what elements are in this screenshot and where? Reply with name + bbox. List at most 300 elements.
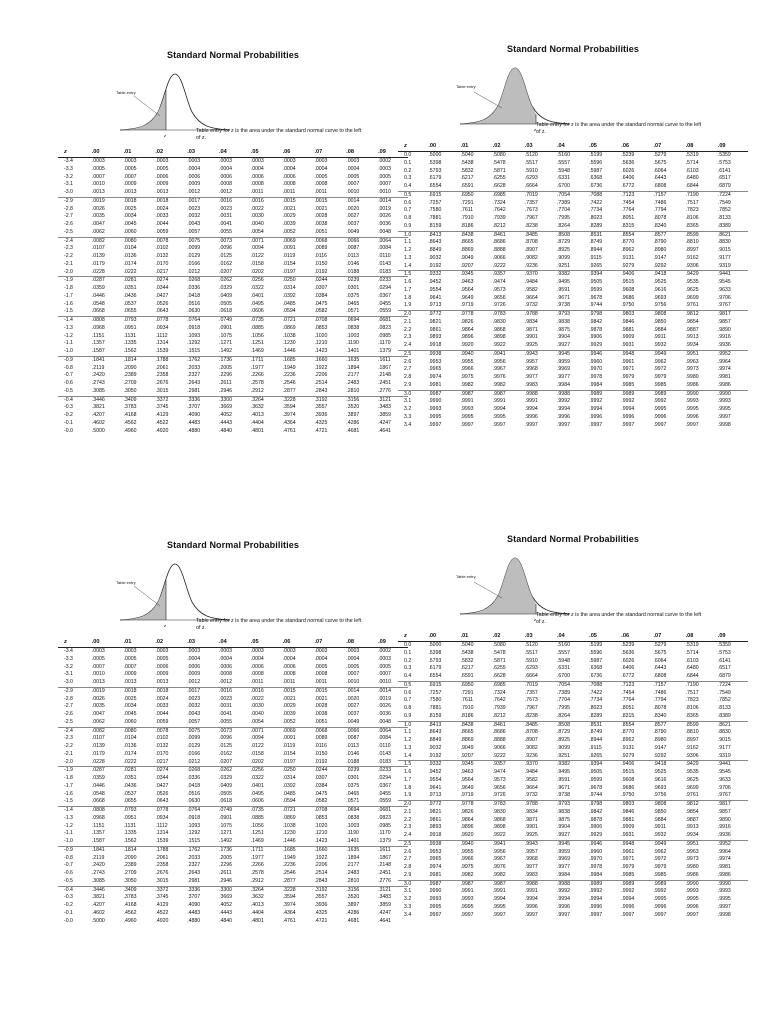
probability-cell: .0485 <box>282 790 296 797</box>
probability-cell: .9997 <box>717 413 731 420</box>
probability-cell: .4129 <box>155 902 169 908</box>
probability-cell: .6879 <box>717 673 731 679</box>
probability-cell: .9997 <box>460 421 474 428</box>
probability-cell: .0202 <box>250 758 264 765</box>
z-value-cell: -2.7 <box>64 703 73 710</box>
probability-cell: .2514 <box>314 380 328 386</box>
probability-cell: .9998 <box>717 911 731 918</box>
probability-cell: .0129 <box>187 743 201 749</box>
probability-cell: .0003 <box>219 648 232 654</box>
table-row <box>398 263 748 271</box>
probability-cell: .9997 <box>428 421 442 428</box>
probability-cell: .9515 <box>621 769 635 775</box>
probability-cell: .4721 <box>314 427 328 434</box>
probability-cell: .9977 <box>556 374 570 380</box>
panel-title: Standard Normal Probabilities <box>507 534 639 544</box>
probability-cell: .6293 <box>524 665 538 672</box>
probability-cell: .7673 <box>524 207 538 214</box>
panel-top-right <box>398 44 748 484</box>
z-value-cell: 1.1 <box>404 239 412 246</box>
table-row <box>58 918 408 926</box>
probability-cell: .7357 <box>524 689 538 696</box>
probability-cell: .0043 <box>187 221 201 227</box>
table-row <box>58 285 408 293</box>
table-caption: Table entry for z is the area under the standard normal curve to the left of z. <box>196 128 362 141</box>
probability-cell: .4013 <box>250 412 264 418</box>
probability-cell: .6443 <box>653 665 667 672</box>
probability-cell: .9893 <box>428 824 442 831</box>
probability-cell: .8830 <box>717 729 731 736</box>
probability-cell: .0985 <box>378 332 392 339</box>
table-row <box>58 356 408 364</box>
panel-top-left <box>58 50 408 490</box>
probability-cell: .6103 <box>685 167 699 174</box>
probability-cell: .9881 <box>621 816 635 823</box>
probability-cell: .0006 <box>250 663 264 670</box>
probability-cell: .9986 <box>685 871 699 878</box>
table-row <box>398 832 748 840</box>
probability-cell: .0170 <box>155 750 169 757</box>
probability-cell: .7486 <box>653 199 667 206</box>
probability-cell: .9656 <box>492 294 506 301</box>
probability-cell: .8830 <box>717 239 731 246</box>
probability-cell: .8907 <box>524 247 538 253</box>
probability-cell: .9960 <box>589 848 603 855</box>
probability-cell: .9957 <box>524 358 538 365</box>
z-value-cell: 0.8 <box>404 705 412 711</box>
probability-cell: .9997 <box>653 911 667 918</box>
probability-cell: .1251 <box>250 830 264 837</box>
probability-cell: .0020 <box>346 695 360 702</box>
probability-cell: .0011 <box>282 679 296 685</box>
table-row <box>58 253 408 261</box>
probability-cell: .9761 <box>685 792 699 799</box>
probability-cell: .3264 <box>249 396 281 404</box>
probability-cell: .1379 <box>378 838 392 844</box>
probability-cell: .1492 <box>219 348 232 354</box>
probability-cell: .9993 <box>428 406 442 412</box>
probability-cell: .9995 <box>428 903 442 910</box>
z-table <box>398 142 748 429</box>
probability-cell: .9996 <box>653 413 667 420</box>
probability-cell: .1075 <box>219 822 232 829</box>
probability-cell: .9996 <box>556 903 570 910</box>
probability-cell: .6103 <box>685 657 699 664</box>
probability-cell: .6554 <box>428 673 442 679</box>
probability-cell: .9761 <box>685 302 699 309</box>
probability-cell: .6141 <box>717 167 731 174</box>
probability-cell: .9925 <box>524 832 538 838</box>
probability-cell: .9147 <box>653 254 667 261</box>
probability-cell: .0217 <box>155 268 169 275</box>
probability-cell: .8485 <box>523 231 555 239</box>
probability-cell: .9948 <box>619 840 651 848</box>
probability-cell: .9251 <box>556 262 570 269</box>
probability-cell: .0054 <box>250 718 264 725</box>
probability-cell: .0006 <box>282 663 296 670</box>
probability-cell: .0027 <box>346 213 360 220</box>
probability-cell: .1611 <box>376 846 408 854</box>
probability-cell: .5040 <box>460 642 474 648</box>
probability-cell: .9936 <box>717 832 731 838</box>
probability-cell: .9750 <box>621 302 635 309</box>
probability-cell: .0375 <box>346 292 360 299</box>
probability-cell: .8925 <box>556 737 570 743</box>
probability-cell: .0735 <box>249 807 281 815</box>
probability-cell: .0026 <box>91 205 105 212</box>
z-value-cell: 3.1 <box>404 888 412 895</box>
probability-cell: .9418 <box>651 271 683 279</box>
probability-cell: .9996 <box>556 413 570 420</box>
probability-cell: .0059 <box>155 718 169 725</box>
probability-cell: .0012 <box>187 189 201 195</box>
probability-cell: .8413 <box>426 721 458 729</box>
probability-cell: .5398 <box>428 159 442 166</box>
probability-cell: .9911 <box>653 824 667 831</box>
z-value-cell: -2.2 <box>64 253 73 259</box>
probability-cell: .0003 <box>123 648 137 654</box>
probability-cell: .3300 <box>217 886 249 894</box>
probability-cell: .9049 <box>460 744 474 751</box>
table-header-row <box>58 638 408 648</box>
z-value-cell: -2.0 <box>64 268 73 275</box>
probability-cell: .0006 <box>219 173 232 180</box>
z-value-cell: 1.3 <box>404 744 412 751</box>
probability-cell: .9834 <box>524 808 538 815</box>
probability-cell: .0015 <box>312 197 344 205</box>
probability-cell: .6331 <box>556 665 570 672</box>
table-row <box>58 333 408 341</box>
probability-cell: .9904 <box>556 334 570 341</box>
probability-cell: .5080 <box>492 152 506 158</box>
z-value-cell: -0.0 <box>64 427 73 434</box>
probability-cell: .3372 <box>153 886 185 894</box>
probability-cell: .2236 <box>282 862 296 869</box>
z-value-cell: 0.2 <box>404 167 412 174</box>
probability-cell: .2546 <box>282 870 296 876</box>
probability-cell: .0838 <box>346 324 360 331</box>
probability-cell: .0030 <box>250 703 264 710</box>
z-value-cell: -1.3 <box>64 324 73 331</box>
probability-cell: .9625 <box>685 286 699 293</box>
probability-cell: .7454 <box>621 689 635 696</box>
probability-cell: .4207 <box>91 412 105 418</box>
probability-cell: .0011 <box>282 189 296 195</box>
probability-cell: .9452 <box>428 769 442 775</box>
probability-cell: .1401 <box>346 348 360 354</box>
table-row <box>58 671 408 679</box>
probability-cell: .9767 <box>717 302 731 309</box>
probability-cell: .0367 <box>378 292 392 299</box>
probability-cell: .6772 <box>621 183 635 189</box>
column-header: .04 <box>555 142 587 152</box>
probability-cell: .8997 <box>685 737 699 743</box>
table-caption: Table entry for z is the area under the standard normal curve to the left of z. <box>536 122 702 135</box>
panel-title: Standard Normal Probabilities <box>167 50 299 60</box>
probability-cell: .9616 <box>653 776 667 783</box>
probability-cell: .9934 <box>685 832 699 838</box>
probability-cell: .9554 <box>428 776 442 783</box>
probability-cell: .7611 <box>460 207 474 214</box>
probability-cell: .0154 <box>282 260 296 267</box>
probability-cell: .9871 <box>524 326 538 333</box>
column-header: .00 <box>426 142 458 152</box>
probability-cell: .0721 <box>281 807 313 815</box>
probability-cell: .7967 <box>524 705 538 711</box>
probability-cell: .9927 <box>556 342 570 348</box>
probability-cell: .0004 <box>282 655 296 662</box>
probability-cell: .1112 <box>155 822 168 829</box>
probability-cell: .9982 <box>460 381 474 388</box>
probability-cell: .9066 <box>492 254 506 261</box>
probability-cell: .0228 <box>91 758 105 765</box>
probability-cell: .6985 <box>491 681 523 689</box>
z-value-cell: -3.1 <box>64 181 73 188</box>
probability-cell: .8708 <box>524 239 538 246</box>
probability-cell: .0009 <box>155 671 169 678</box>
probability-cell: .9987 <box>491 390 523 398</box>
probability-cell: .5793 <box>428 657 442 664</box>
probability-cell: .0436 <box>123 782 137 789</box>
table-header-row <box>398 142 748 152</box>
probability-cell: .3409 <box>122 396 154 404</box>
probability-cell: .0041 <box>219 711 232 717</box>
probability-cell: .9991 <box>524 398 538 405</box>
probability-cell: .8159 <box>428 712 442 719</box>
table-row <box>58 878 408 886</box>
probability-cell: .1977 <box>250 364 264 371</box>
probability-cell: .9906 <box>589 824 603 831</box>
probability-cell: .2810 <box>346 387 360 394</box>
probability-cell: .4522 <box>155 909 169 916</box>
probability-cell: .0003 <box>378 655 392 662</box>
probability-cell: .7549 <box>717 199 731 206</box>
probability-cell: .0384 <box>314 782 328 789</box>
probability-cell: .5438 <box>460 159 474 166</box>
probability-cell: .4168 <box>123 902 137 908</box>
probability-cell: .7324 <box>492 199 506 206</box>
probability-cell: .8238 <box>524 712 538 719</box>
probability-cell: .5478 <box>492 649 506 656</box>
probability-cell: .6700 <box>556 673 570 679</box>
probability-cell: .1515 <box>187 348 201 354</box>
z-value-cell: -1.8 <box>64 285 73 291</box>
z-value-cell: 1.7 <box>404 286 412 293</box>
probability-cell: .9984 <box>556 871 570 878</box>
probability-cell: .9984 <box>589 871 603 878</box>
probability-cell: .0359 <box>91 285 105 291</box>
probability-cell: .4286 <box>346 419 360 426</box>
probability-cell: .1230 <box>282 830 296 837</box>
probability-cell: .8770 <box>621 239 635 246</box>
probability-cell: .8980 <box>653 247 667 253</box>
probability-cell: .9997 <box>685 911 699 918</box>
probability-cell: .4483 <box>187 419 201 426</box>
probability-cell: .0006 <box>250 173 264 180</box>
probability-cell: .5120 <box>524 642 538 648</box>
table-entry-label: Table entry <box>456 574 476 579</box>
table-row <box>398 319 748 327</box>
probability-cell: .2578 <box>250 870 264 876</box>
probability-cell: .9306 <box>685 752 699 759</box>
probability-cell: .5987 <box>589 657 603 664</box>
probability-cell: .6915 <box>426 681 458 689</box>
probability-cell: .0008 <box>282 671 296 678</box>
probability-cell: .9319 <box>717 752 731 759</box>
table-row <box>58 751 408 759</box>
probability-cell: .8643 <box>428 239 442 246</box>
probability-cell: .8264 <box>556 712 570 719</box>
probability-cell: .5478 <box>492 159 506 166</box>
table-row <box>58 703 408 711</box>
probability-cell: .9997 <box>460 911 474 918</box>
probability-cell: .0158 <box>250 750 264 757</box>
z-value-cell: 3.2 <box>404 896 412 902</box>
probability-cell: .0004 <box>219 165 232 172</box>
probability-cell: .9986 <box>717 381 731 388</box>
probability-cell: .4483 <box>187 909 201 916</box>
probability-cell: .7517 <box>685 199 699 206</box>
z-value-cell: 2.5 <box>398 350 426 358</box>
probability-cell: .0655 <box>123 798 137 805</box>
probability-cell: .0055 <box>219 718 232 725</box>
probability-cell: .2877 <box>282 387 296 394</box>
probability-cell: .0222 <box>123 758 137 765</box>
probability-cell: .0002 <box>378 158 392 164</box>
table-row <box>58 696 408 704</box>
probability-cell: .0014 <box>344 687 376 695</box>
probability-cell: .3121 <box>376 396 408 404</box>
probability-cell: .0005 <box>123 165 137 172</box>
probability-cell: .0084 <box>378 735 392 742</box>
probability-cell: .0005 <box>155 165 169 172</box>
probability-cell: .2981 <box>187 387 201 394</box>
probability-cell: .0708 <box>312 807 344 815</box>
probability-cell: .9978 <box>589 864 603 870</box>
probability-cell: .8686 <box>492 729 506 736</box>
probability-cell: .9994 <box>556 896 570 902</box>
z-value-cell: 1.2 <box>404 737 412 743</box>
probability-cell: .9992 <box>621 888 635 895</box>
z-value-cell: -0.4 <box>58 886 90 894</box>
probability-cell: .0505 <box>219 790 232 797</box>
probability-cell: .2266 <box>250 372 264 379</box>
probability-cell: .5438 <box>460 649 474 656</box>
probability-cell: .0036 <box>378 711 392 717</box>
z-value-cell: 3.3 <box>404 903 412 910</box>
probability-cell: .0630 <box>187 308 201 315</box>
probability-cell: .9994 <box>524 406 538 412</box>
probability-cell: .0136 <box>123 743 137 749</box>
z-value-cell: 2.6 <box>404 358 412 365</box>
panel-title: Standard Normal Probabilities <box>167 540 299 550</box>
probability-cell: .1867 <box>378 854 392 861</box>
probability-cell: .9222 <box>492 752 506 759</box>
table-row <box>58 301 408 309</box>
probability-cell: .0392 <box>282 782 296 789</box>
probability-cell: .5948 <box>556 167 570 174</box>
probability-cell: .0057 <box>187 228 201 235</box>
probability-cell: .4247 <box>378 909 392 916</box>
probability-cell: .0022 <box>250 205 264 212</box>
table-row <box>398 697 748 705</box>
probability-cell: .0013 <box>123 189 137 195</box>
probability-cell: .0104 <box>123 245 137 252</box>
probability-cell: .8621 <box>716 231 748 239</box>
probability-cell: .0003 <box>282 158 296 164</box>
z-value-cell: -1.6 <box>64 300 73 307</box>
probability-cell: .2389 <box>123 862 137 869</box>
probability-cell: .0021 <box>282 205 296 212</box>
probability-cell: .9406 <box>619 271 651 279</box>
probability-cell: .9812 <box>684 801 716 809</box>
probability-cell: .0068 <box>312 237 344 245</box>
probability-cell: .0749 <box>217 807 249 815</box>
probability-cell: .0005 <box>378 663 392 670</box>
z-value-cell: -3.0 <box>64 679 73 685</box>
probability-cell: .0013 <box>91 189 105 195</box>
table-row <box>398 359 748 367</box>
probability-cell: .5517 <box>524 159 538 166</box>
probability-cell: .9997 <box>492 421 506 428</box>
probability-cell: .9984 <box>556 381 570 388</box>
z-value-cell: 2.7 <box>404 856 412 863</box>
probability-cell: .2743 <box>91 870 105 876</box>
probability-cell: .5675 <box>653 649 667 656</box>
probability-cell: .2005 <box>219 364 232 371</box>
probability-cell: .6255 <box>492 665 506 672</box>
column-header: .04 <box>555 632 587 642</box>
probability-cell: .9890 <box>717 326 731 333</box>
probability-cell: .0455 <box>378 300 392 307</box>
probability-cell: .9750 <box>621 792 635 799</box>
probability-cell: .9970 <box>589 856 603 863</box>
table-row <box>58 317 408 325</box>
probability-cell: .0087 <box>346 245 360 252</box>
probability-cell: .2061 <box>155 854 169 861</box>
probability-cell: .9515 <box>621 279 635 285</box>
probability-cell: .9943 <box>523 840 555 848</box>
probability-cell: .8599 <box>684 721 716 729</box>
probability-cell: .0012 <box>219 189 232 195</box>
probability-cell: .3897 <box>346 902 360 908</box>
probability-cell: .0023 <box>219 695 232 702</box>
probability-cell: .0003 <box>187 158 201 164</box>
probability-cell: .5398 <box>428 649 442 656</box>
probability-cell: .0078 <box>153 727 185 735</box>
probability-cell: .0294 <box>378 285 392 291</box>
probability-cell: .0228 <box>91 268 105 275</box>
table-row <box>58 870 408 878</box>
probability-cell: .2514 <box>314 870 328 876</box>
table-row <box>398 729 748 737</box>
probability-cell: .0039 <box>282 221 296 227</box>
probability-cell: .0011 <box>314 679 328 685</box>
probability-cell: .8849 <box>428 247 442 253</box>
column-header-z: z <box>58 148 90 158</box>
probability-cell: .3821 <box>91 404 105 411</box>
probability-cell: .0064 <box>376 237 408 245</box>
probability-cell: .0139 <box>91 253 105 259</box>
table-row <box>398 872 748 880</box>
probability-cell: .5080 <box>492 642 506 648</box>
probability-cell: .9357 <box>491 271 523 279</box>
probability-cell: .7291 <box>460 689 474 696</box>
probability-cell: .0005 <box>91 165 105 172</box>
probability-cell: .8810 <box>685 729 699 736</box>
probability-cell: .5040 <box>460 152 474 158</box>
probability-cell: .3264 <box>249 886 281 894</box>
